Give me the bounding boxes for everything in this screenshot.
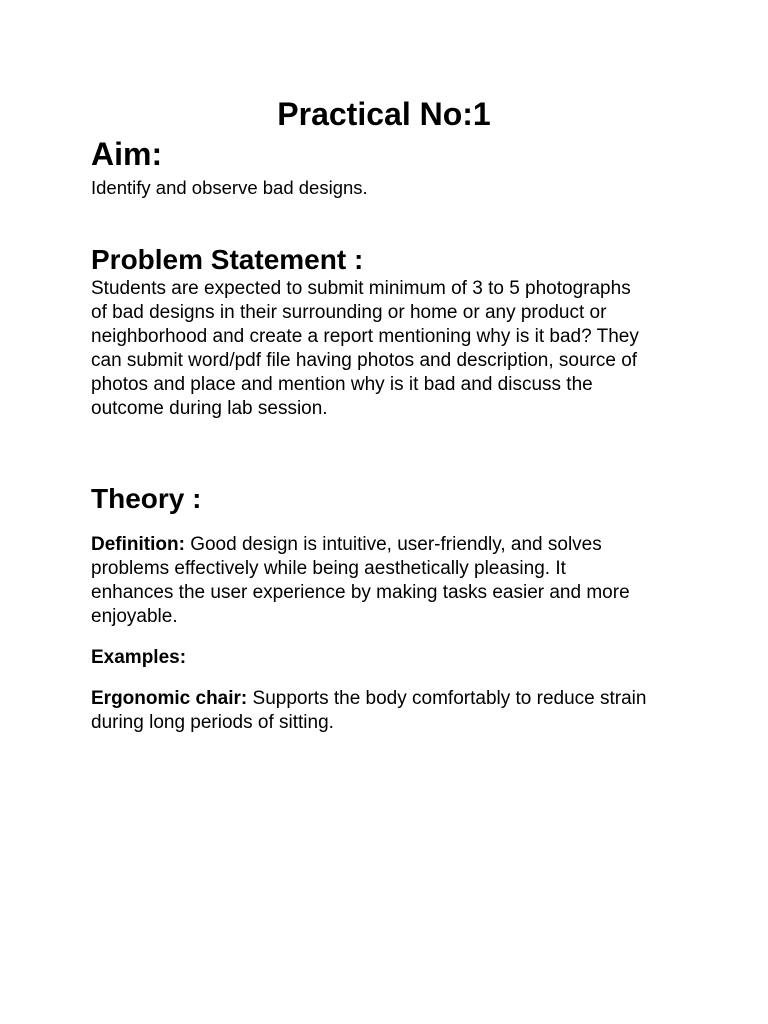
problem-statement-line: of bad designs in their surrounding or home or any product or	[91, 302, 607, 323]
definition-text: Good design is intuitive, user-friendly, and solves	[184, 534, 602, 555]
theory-heading: Theory :	[91, 483, 202, 514]
example-line	[91, 687, 691, 711]
problem-statement-text	[91, 277, 691, 421]
example-label: Ergonomic chair:	[91, 688, 248, 709]
document-content	[91, 94, 691, 735]
examples-label: Examples:	[91, 647, 187, 668]
example-line: during long periods of sitting.	[91, 712, 334, 733]
example-paragraph	[91, 687, 691, 735]
aim-heading: Aim:	[91, 136, 163, 172]
problem-statement-line: photos and place and mention why is it bad and discuss the	[91, 374, 593, 395]
definition-line: enhances the user experience by making tasks easier and more	[91, 582, 630, 603]
aim-text: Identify and observe bad designs.	[91, 177, 368, 198]
problem-statement-line: neighborhood and create a report mentioning why is it bad? They	[91, 326, 639, 347]
definition-line: problems effectively while being aesthetically pleasing. It	[91, 558, 566, 579]
example-text: Supports the body comfortably to reduce strain	[247, 688, 647, 709]
page-title: Practical No:1	[277, 96, 491, 132]
definition-line	[91, 533, 691, 557]
problem-statement-line: outcome during lab session.	[91, 398, 328, 419]
problem-statement-line: Students are expected to submit minimum of 3 to 5 photographs	[91, 278, 631, 299]
problem-statement-heading: Problem Statement :	[91, 244, 364, 275]
definition-line: enjoyable.	[91, 606, 178, 627]
definition-paragraph	[91, 533, 691, 629]
definition-label: Definition:	[91, 534, 185, 555]
problem-statement-line: can submit word/pdf file having photos and description, source of	[91, 350, 638, 371]
